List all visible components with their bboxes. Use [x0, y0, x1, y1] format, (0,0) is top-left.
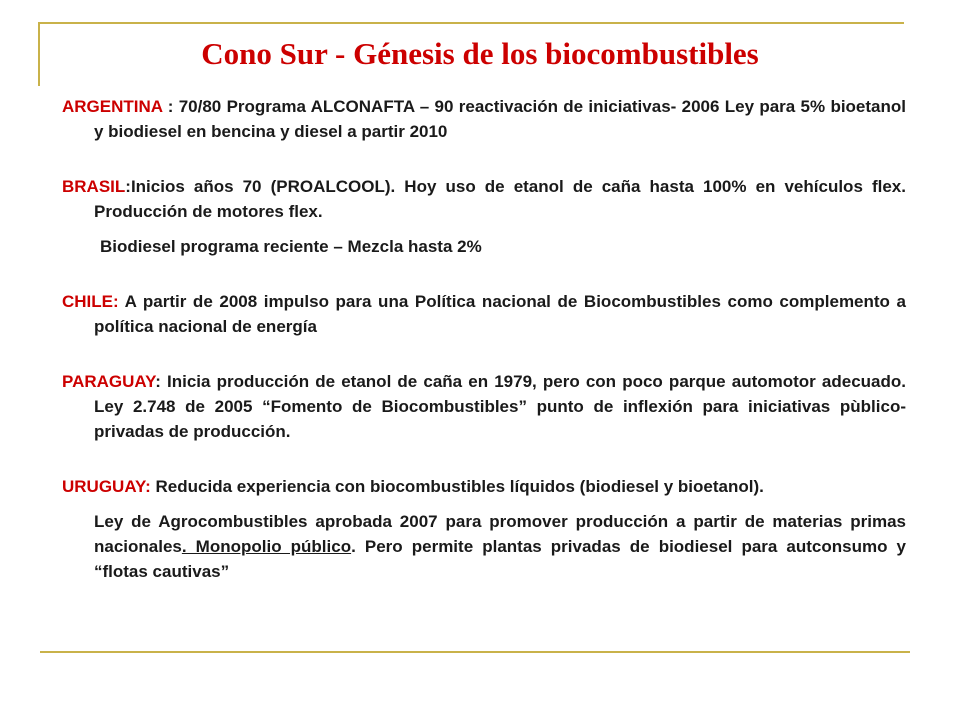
- section-subtext-brasil: Biodiesel programa reciente – Mezcla hasta 2%: [100, 237, 482, 256]
- section-brasil: [62, 174, 906, 224]
- slide-title: Cono Sur - Génesis de los biocombustibles: [201, 36, 759, 71]
- section-argentina: [62, 94, 906, 144]
- section-subtext-uruguay: [62, 509, 906, 584]
- frame-top-rule: [40, 22, 904, 24]
- section-label-brasil: BRASIL: [62, 177, 126, 196]
- uruguay-plants-text: . Pero permite plantas privadas de biodiesel para autconsumo y “flotas cautivas”: [94, 537, 907, 581]
- section-chile: [62, 289, 906, 339]
- section-text-paraguay: : Inicia producción de etanol de caña en 1979, pero con poco parque automotor adecuado. Ley 2.748 de 2005 “Fomento de Biocombustibles” punto de inflexión para iniciativas pùblico-privadas de producción.: [94, 372, 906, 441]
- slide-content: [62, 94, 906, 584]
- section-label-chile: CHILE:: [62, 292, 119, 311]
- section-label-uruguay: URUGUAY:: [62, 477, 151, 496]
- uruguay-law-text: Ley de Agrocombustibles aprobada 2007 para promover producción a partir de materias primas nacionales: [94, 512, 906, 556]
- section-label-argentina: ARGENTINA: [62, 97, 163, 116]
- section-text-brasil: :Inicios años 70 (PROALCOOL). Hoy uso de etanol de caña hasta 100% en vehículos flex. Producción de motores flex.: [94, 177, 906, 221]
- section-text-uruguay: Reducida experiencia con biocombustibles líquidos (biodiesel y bioetanol).: [150, 477, 764, 496]
- section-label-paraguay: PARAGUAY: [62, 372, 156, 391]
- uruguay-monopoly-text: . Monopolio público: [181, 537, 352, 556]
- frame-bottom-rule: [40, 651, 910, 653]
- section-text-chile: A partir de 2008 impulso para una Política nacional de Biocombustibles como complemento a política nacional de energía: [94, 292, 906, 336]
- section-uruguay: [62, 474, 906, 499]
- section-text-argentina: : 70/80 Programa ALCONAFTA – 90 reactivación de iniciativas- 2006 Ley para 5% bioetanol y biodiesel en bencina y diesel a partir 2010: [94, 97, 906, 141]
- section-paraguay: [62, 369, 906, 444]
